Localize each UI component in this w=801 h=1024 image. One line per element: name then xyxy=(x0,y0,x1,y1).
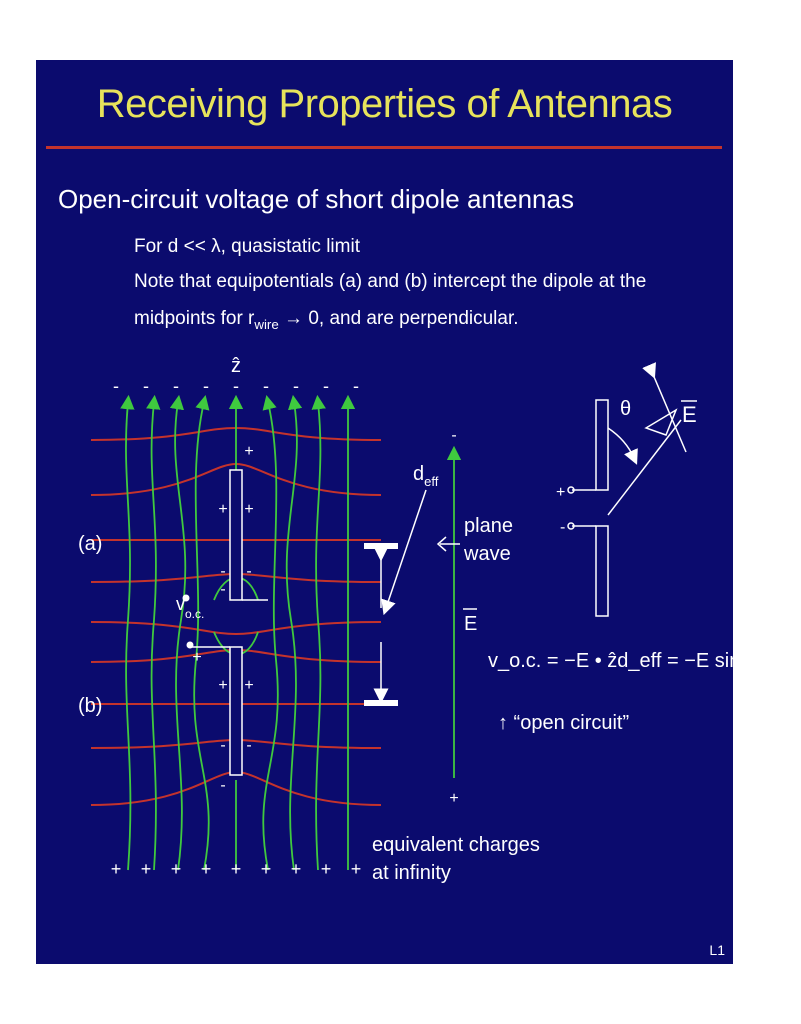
body-line-1: For d << λ, quasistatic limit xyxy=(134,236,360,257)
body-line-2: Note that equipotentials (a) and (b) intercept the dipole at the xyxy=(134,271,647,292)
plane-wave-label-2: wave xyxy=(464,543,511,565)
d-eff-label: $d_{eff}$ xyxy=(413,463,439,489)
e-field-label: E xyxy=(464,613,478,635)
d-eff-bar-top xyxy=(364,543,398,549)
open-circuit-note: ↑ “open circuit” xyxy=(498,712,630,734)
charge-minus: - xyxy=(113,376,119,396)
small-antenna-upper xyxy=(596,400,608,490)
charge-minus: - xyxy=(220,737,226,754)
charge-minus: - xyxy=(220,563,226,580)
charge-plus: + xyxy=(290,859,302,879)
charge-minus: - xyxy=(220,581,226,598)
small-e-field-label: E xyxy=(682,402,697,427)
dipole-upper-arm xyxy=(230,470,242,600)
theta-arc xyxy=(608,428,634,458)
field-line xyxy=(126,402,130,870)
field-line xyxy=(287,402,297,870)
charge-plus: + xyxy=(170,859,182,879)
plane-wave-arrow-icon xyxy=(438,537,460,551)
theta-label: θ xyxy=(620,398,632,420)
charge-plus: + xyxy=(140,859,152,879)
charge-minus: - xyxy=(246,737,252,754)
small-antenna-plus: + xyxy=(556,484,566,501)
terminal-dot xyxy=(187,642,194,649)
charge-plus: + xyxy=(230,859,242,879)
plane-wave-label-1: plane xyxy=(464,515,513,537)
charge-plus: + xyxy=(244,677,254,694)
charge-minus: - xyxy=(293,376,299,396)
page-number: L1 xyxy=(709,942,725,958)
charge-plus: + xyxy=(260,859,272,879)
voc-label: $v_{o.c.}$ xyxy=(176,594,205,621)
small-antenna-lower xyxy=(596,526,608,616)
charge-minus: - xyxy=(143,376,149,396)
charge-minus: - xyxy=(353,376,359,396)
equipotential-line xyxy=(91,622,381,634)
charge-plus: + xyxy=(110,859,122,879)
subtitle: Open-circuit voltage of short dipole antennas xyxy=(58,184,574,214)
bottom-charges xyxy=(111,859,362,879)
charge-minus: - xyxy=(263,376,269,396)
body-line-3: midpoints for $r_{wire} \to 0$, and are perpendicular. xyxy=(134,308,519,332)
wave-direction-arrow xyxy=(652,372,686,452)
dipole-lower-arm xyxy=(230,647,242,775)
slide-title: Receiving Properties of Antennas xyxy=(96,82,673,126)
slide xyxy=(36,60,801,964)
charge-plus: + xyxy=(244,501,254,518)
charge-plus: + xyxy=(200,859,212,879)
incidence-line xyxy=(608,420,681,515)
top-charges xyxy=(113,376,359,396)
charge-plus: + xyxy=(218,677,228,694)
charge-plus: + xyxy=(244,443,254,460)
charge-plus: + xyxy=(192,649,202,666)
voc-formula: v_o.c. = −E • ẑd_eff = −E sinθ d_eff xyxy=(488,650,801,672)
charge-minus: - xyxy=(173,376,179,396)
label-a: (a) xyxy=(78,533,103,555)
e-field-minus: - xyxy=(451,427,457,444)
dipole-field-diagram xyxy=(36,60,733,964)
equivalent-charges-label-1: equivalent charges xyxy=(372,834,540,856)
charge-minus: - xyxy=(246,563,252,580)
d-eff-bar-bottom xyxy=(364,700,398,706)
charge-minus: - xyxy=(323,376,329,396)
small-antenna-minus: - xyxy=(560,519,566,536)
z-axis-label: ẑ xyxy=(231,355,241,377)
charge-minus: - xyxy=(220,777,226,794)
e-field-plus: + xyxy=(449,790,459,807)
charge-minus: - xyxy=(203,376,209,396)
charge-plus: + xyxy=(320,859,332,879)
label-b: (b) xyxy=(78,695,103,717)
charge-minus: - xyxy=(233,376,239,396)
field-line xyxy=(175,402,185,870)
equivalent-charges-label-2: at infinity xyxy=(372,862,451,884)
charge-plus: + xyxy=(350,859,362,879)
charge-plus: + xyxy=(218,501,228,518)
